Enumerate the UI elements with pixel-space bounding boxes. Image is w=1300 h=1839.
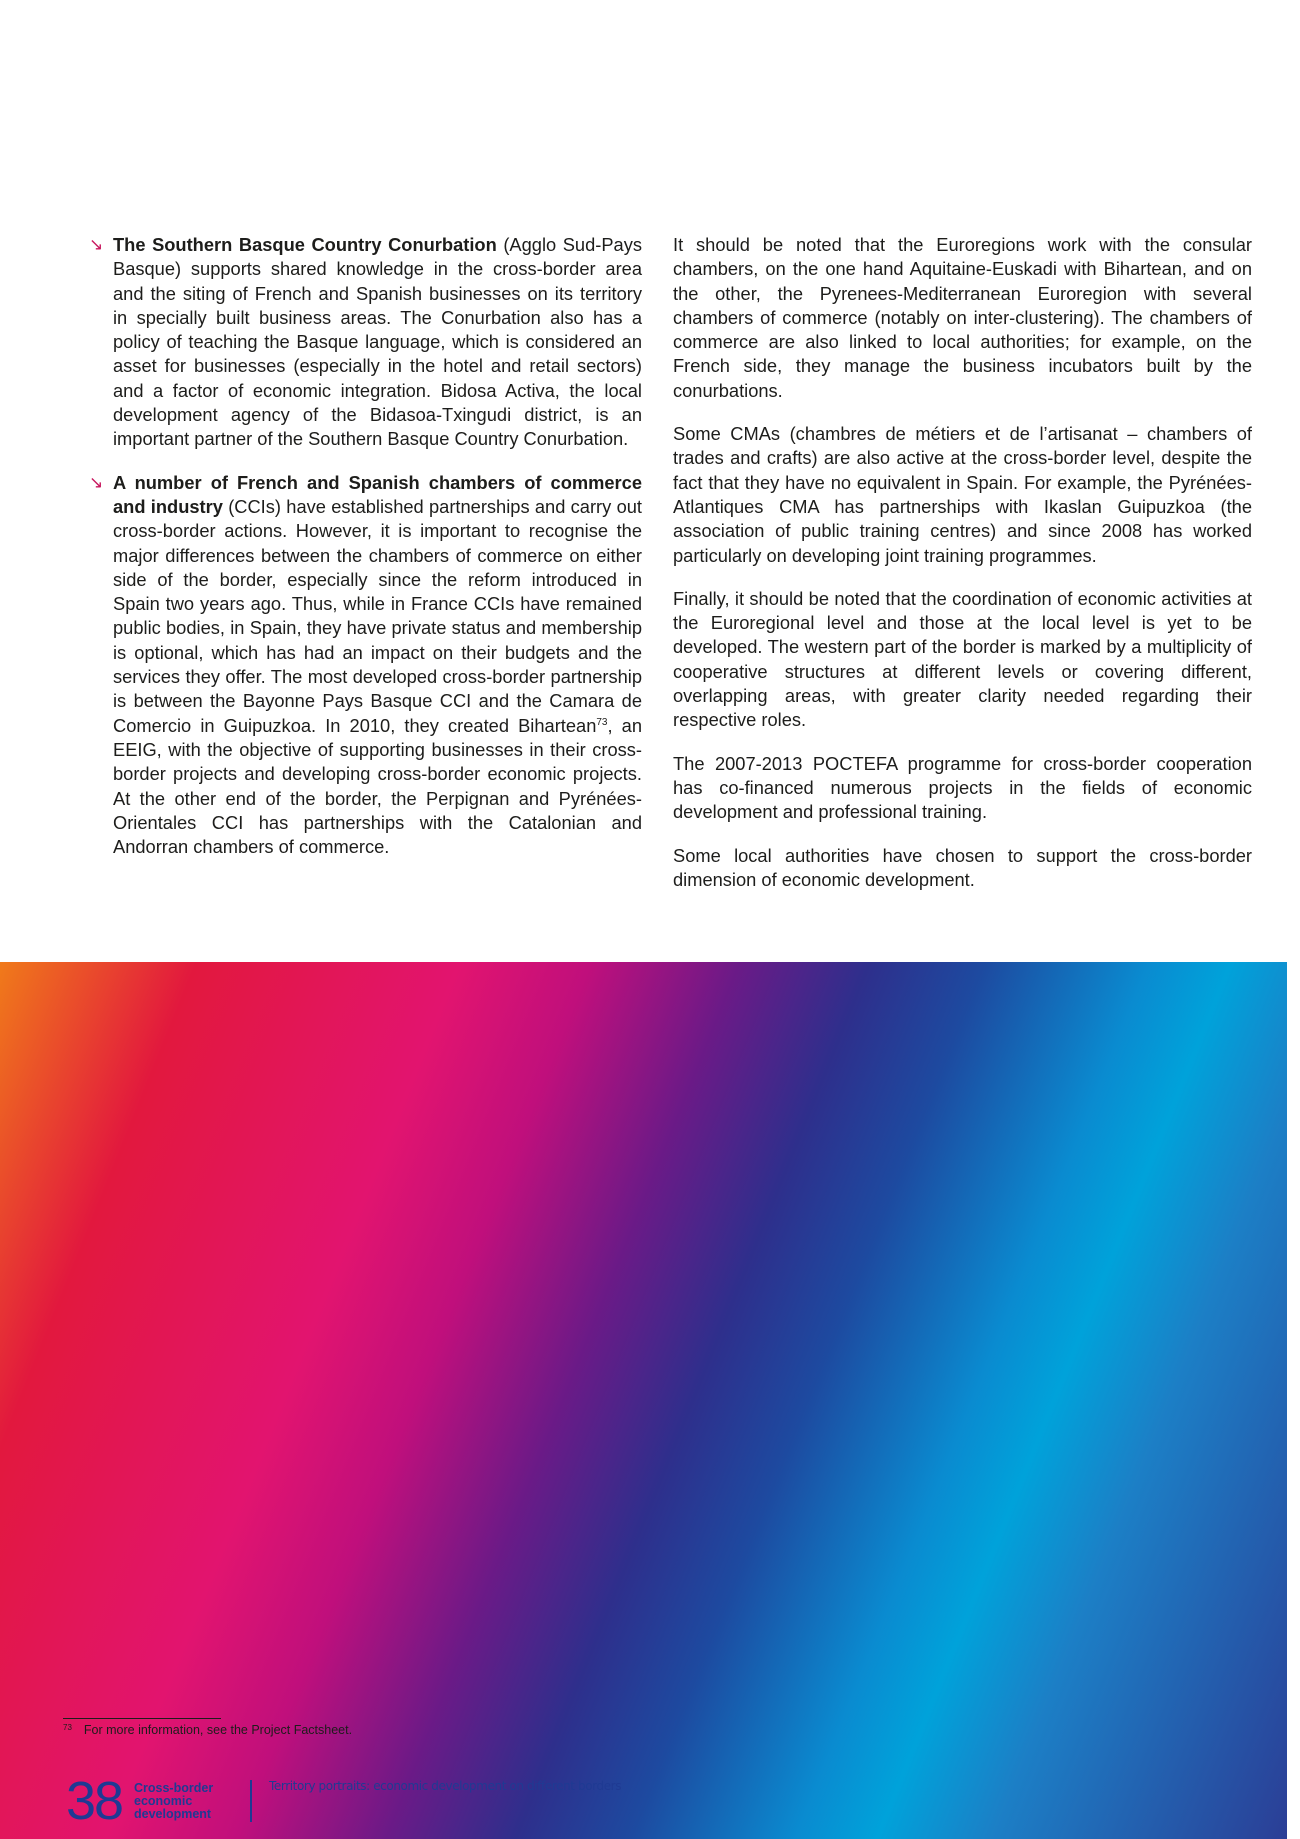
footnote-number: 73	[63, 1723, 72, 1732]
page-number: 38	[66, 1771, 123, 1831]
footnote-divider	[63, 1718, 221, 1719]
left-column	[89, 233, 642, 878]
paragraph: The 2007-2013 POCTEFA programme for cross-border cooperation has co-financed numerous projects in the fields of economic development and professional training.	[673, 752, 1252, 823]
footer-divider	[250, 1780, 252, 1822]
section-title-line: economic	[134, 1794, 193, 1808]
bullet-chambers-of-commerce	[89, 471, 642, 860]
decorative-gradient-background	[0, 962, 1287, 1839]
bullet-southern-basque	[89, 233, 642, 452]
bullet-text: (Agglo Sud-Pays Basque) supports shared knowledge in the cross-border area and the siting of French and Spanish businesses on its territory in specially built business areas. The Conurbation also has a policy of teaching the Basque language, which is considered an asset for businesses (especially in the hotel and retail sectors) and a factor of economic integration. Bidosa Activa, the local development agency of the Bidasoa-Txingudi district, is an important partner of the Southern Basque Country Conurbation.	[113, 234, 642, 450]
footnote-text: For more information, see the Project Factsheet.	[83, 1723, 353, 1737]
footer-subtitle: Territory portraits: economic development on different borders	[269, 1779, 622, 1793]
footnote-reference: 73	[596, 716, 608, 728]
paragraph: Finally, it should be noted that the coordination of economic activities at the Euroregional level and those at the local level is yet to be developed. The western part of the border is marked by a multiplicity of cooperative structures at different levels or covering different, overlapping areas, with greater clarity needed regarding their respective roles.	[673, 587, 1252, 731]
paragraph: It should be noted that the Euroregions work with the consular chambers, on the one hand Aquitaine-Euskadi with Bihartean, and on the other, the Pyrenees-Mediterranean Euroregion with several chambers of commerce (notably on inter-clustering). The chambers of commerce are also linked to local authorities; for example, on the French side, they manage the business incubators built by the conurbations.	[673, 234, 1252, 401]
section-title-line: Cross-border	[134, 1781, 214, 1795]
right-column	[673, 233, 1252, 911]
section-title	[134, 1782, 244, 1821]
paragraph: Some CMAs (chambres de métiers et de l’artisanat – chambers of trades and crafts) are also active at the cross-border level, despite the fact that they have no equivalent in Spain. For example, the Pyrénées-Atlantiques CMA has partnerships with Ikaslan Guipuzkoa (the association of public training centres) and since 2008 has worked particularly on developing joint training programmes.	[673, 423, 1252, 566]
bullet-bold-lead: A number of French and Spanish chambers of commerce and industry	[113, 471, 642, 517]
bullet-text: (CCIs) have established partnerships and carry out cross-border actions. However, it is important to recognise the major differences between the chambers of commerce on either side of the border, especially since the reform introduced in Spain two years ago. Thus, while in France CCIs have remained public bodies, in Spain, they have private status and membership is optional, which has had an impact on their budgets and the services they offer. The most developed cross-border partnership is between the Bayonne Pays Basque CCI and the Camara de Comercio in Guipuzkoa. In 2010, they created Bihartean	[113, 495, 642, 736]
bullet-text-continued: , an EEIG, with the objective of supporting businesses in their cross-border projects and developing cross-border economic projects. At the other end of the border, the Perpignan and Pyrénées-Orientales CCI has partnerships with the Catalonian and Andorran chambers of commerce.	[113, 714, 643, 858]
paragraph: Some local authorities have chosen to support the cross-border dimension of economic development.	[673, 844, 1252, 890]
section-title-line: development	[134, 1807, 212, 1821]
bullet-bold-lead: The Southern Basque Country Conurbation	[113, 234, 497, 255]
arrow-down-right-icon: ↘	[89, 235, 104, 254]
footnote	[63, 1723, 352, 1737]
arrow-down-right-icon: ↘	[89, 472, 104, 492]
